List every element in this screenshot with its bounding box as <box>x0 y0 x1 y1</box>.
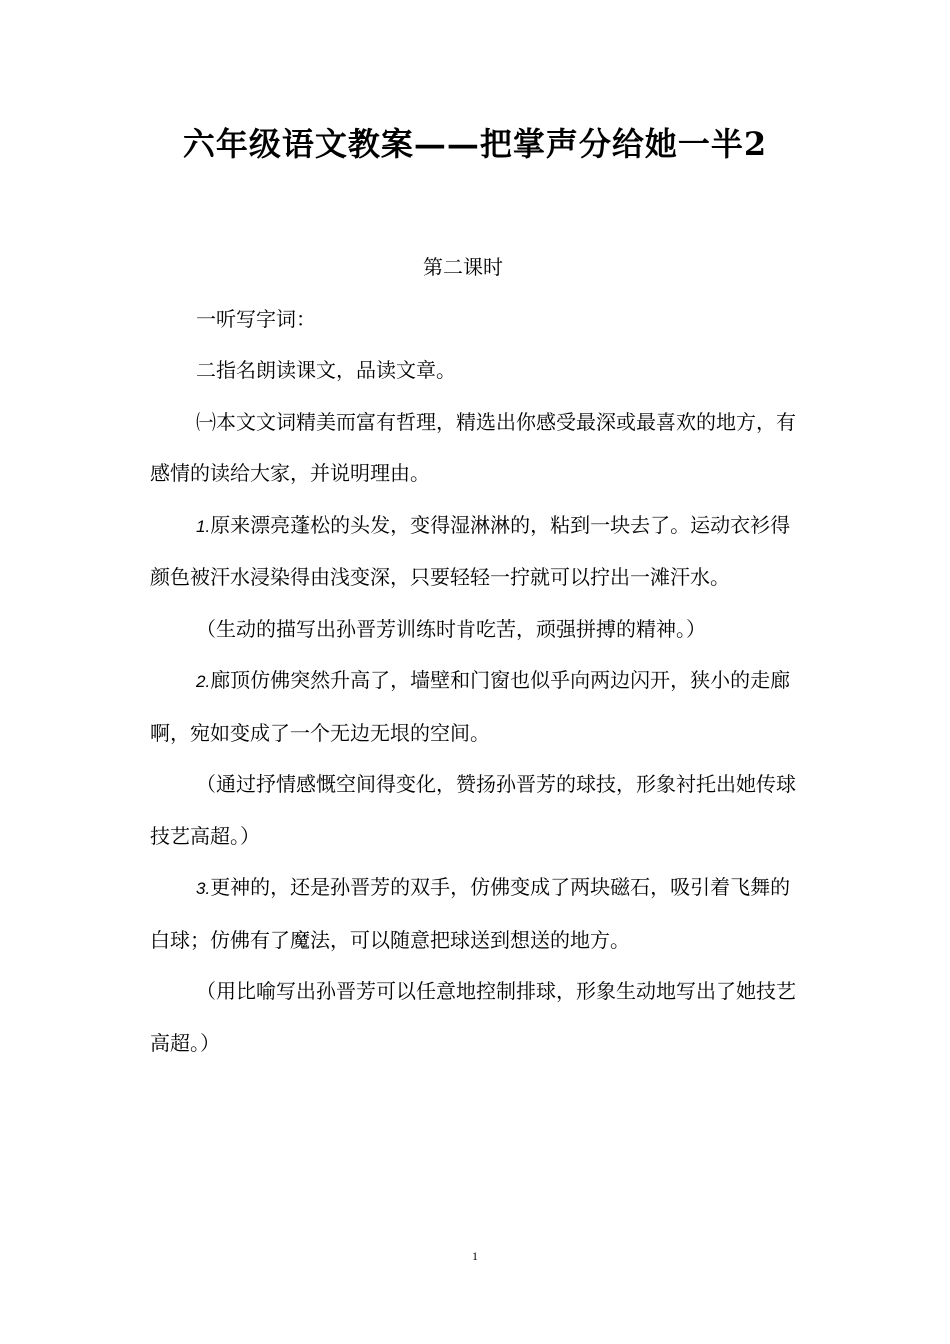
paragraph-comment-1: （生动的描写出孙晋芳训练时肯吃苦，顽强拼搏的精神。） <box>196 616 706 641</box>
document-body <box>150 242 802 1069</box>
excerpt-number: 3. <box>196 879 211 898</box>
paragraph-excerpt-2 <box>150 655 802 759</box>
excerpt-number: 2. <box>196 672 211 691</box>
paragraph-task-one: ㈠本文文词精美而富有哲理，精选出你感受最深或最喜欢的地方，有感情的读给大家，并说明理由。 <box>150 409 796 485</box>
paragraph-reading: 二指名朗读课文，品读文章。 <box>196 358 456 382</box>
paragraph-comment-3: （用比喻写出孙晋芳可以任意地控制排球，形象生动地写出了她技艺高超。） <box>150 979 796 1055</box>
lesson-heading: 第二课时 <box>423 255 503 279</box>
paragraph-comment-2: （通过抒情感慨空间得变化，赞扬孙晋芳的球技，形象衬托出她传球技艺高超。） <box>150 772 796 848</box>
excerpt-text: 廊顶仿佛突然升高了，墙壁和门窗也似乎向两边闪开，狭小的走廊啊，宛如变成了一个无边无垠的空间。 <box>150 668 791 745</box>
paragraph-excerpt-3 <box>150 862 802 966</box>
excerpt-text: 原来漂亮蓬松的头发，变得湿淋淋的，粘到一块去了。运动衣衫得颜色被汗水浸染得由浅变深，只要轻轻一拧就可以拧出一滩汗水。 <box>150 512 791 589</box>
excerpt-text: 更神的，还是孙晋芳的双手，仿佛变成了两块磁石，吸引着飞舞的白球；仿佛有了魔法，可以随意把球送到想送的地方。 <box>150 875 791 952</box>
document-title: 六年级语文教案——把掌声分给她一半2 <box>182 125 768 163</box>
excerpt-number: 1. <box>196 516 211 536</box>
page-number: 1 <box>472 1249 478 1263</box>
paragraph-excerpt-1 <box>150 500 802 604</box>
paragraph-dictation: 一听写字词： <box>196 306 316 331</box>
